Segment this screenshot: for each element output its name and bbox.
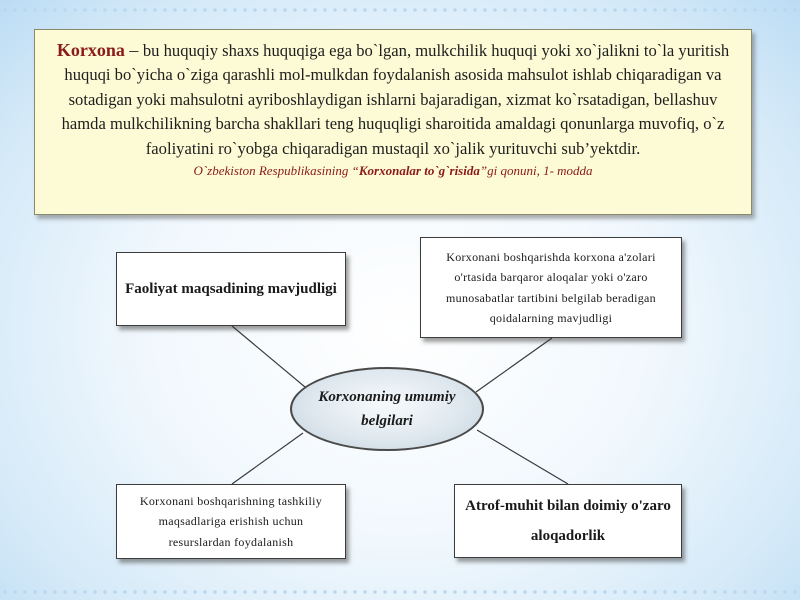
- feature-box-goal: [116, 252, 346, 326]
- connector-bottom-right: [477, 430, 568, 484]
- connector-bottom-left: [232, 433, 303, 484]
- feature-box-resources: [116, 484, 346, 559]
- source-law-name: Korxonalar to`g`risida: [358, 163, 480, 179]
- connector-top-right: [476, 338, 552, 392]
- definition-dash: –: [124, 40, 143, 60]
- definition-body: bu huquqiy shaxs huquqiga ega bo`lgan, mulkchilik huquqi yoki xo`jalikni to`la yuritish huquqi bo`yicha o`ziga qarashli mol-mulkdan foydalanish asosida mahsulot ishlab chiqaradigan va sotadigan yoki mahsulotni ayriboshlaydigan ishlarni bajaradigan, xizmat ko`rsatadigan, bellashuv hamda mulkchilikning barcha shakllari teng huquqligi sharoitida amaldagi qonunlarga muvofiq, o`z faoliyatini ro`yobga chiqaradigan mustaqil xo`jalik yurituvchi sub’yektdir.: [61, 41, 730, 158]
- feature-rules-text: Korxonani boshqarishda korxona a'zolari o'rtasida barqaror aloqalar yoki o'zaro munosabatlar tartibini belgilab beradigan qoidalarning mavjudligi: [446, 249, 656, 325]
- source-suffix: ”gi qonuni, 1- modda: [479, 163, 593, 179]
- feature-goal-text: Faoliyat maqsadining mavjudligi: [125, 281, 337, 297]
- connector-top-left: [232, 326, 305, 387]
- feature-resources-text: Korxonani boshqarishning tashkiliy maqsadlariga erishish uchun resurslardan foydalanish: [139, 493, 323, 549]
- center-ellipse: [290, 367, 484, 451]
- center-label: Korxonaning umumiy belgilari: [318, 389, 456, 429]
- feature-environment-text: Atrof-muhit bilan doimiy o'zaro aloqadorlik: [465, 498, 671, 544]
- feature-box-environment: [454, 484, 682, 558]
- source-prefix: O`zbekiston Respublikasining “: [193, 163, 359, 179]
- definition-term: Korxona: [56, 40, 125, 60]
- feature-box-rules: [420, 237, 682, 338]
